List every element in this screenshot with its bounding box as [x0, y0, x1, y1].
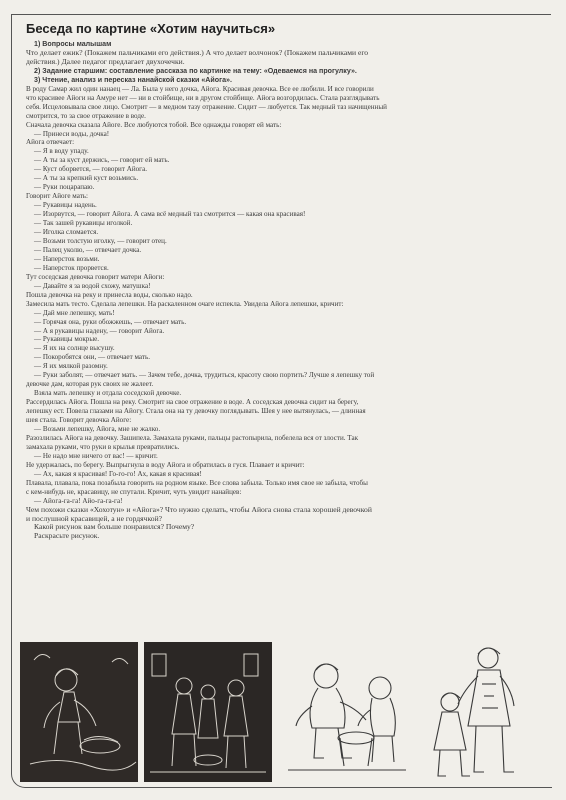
coloring-mother-and-child — [420, 640, 538, 784]
text-line: — Рукавицы надень. — [34, 201, 97, 210]
text-line: — Я их мялкой разомну. — [34, 362, 108, 371]
coloring-children-washing — [282, 646, 412, 778]
text-line: Плавала, плавала, пока позабыла говорить на родном языке. Все слова забыла. Только имя свое не забыла, чтобы — [26, 478, 368, 487]
text-line: действия.) Далее педагог предлагает двухочечки. — [26, 57, 185, 66]
text-line: 2) Задание старшим: составление рассказа по картинке на тему: «Одеваемся на прогулку». — [34, 66, 357, 75]
text-line: лепешку ест. Повела глазами на Айогу. Стала она на ту девочку поглядывать. Шея у нее вытянулась, — длинная — [26, 407, 366, 416]
text-line: Говорит Айоге мать: — [26, 192, 89, 201]
text-line: Рассердилась Айога. Пошла на реку. Смотрит на свое отражение в воде. А соседская девочка сидит на берегу, — [26, 398, 359, 407]
text-line: — Наперсток прорвется. — [34, 263, 109, 272]
text-line: — Ах, какая я красивая! Го-го-го! Ах, какая я красивая! — [34, 469, 202, 478]
text-line: — Давайте я за водой схожу, матушка! — [34, 281, 151, 290]
text-line: — Я их на солнце высушу. — [34, 344, 115, 353]
text-line: — Не надо мне ничего от вас! — кричит. — [34, 451, 158, 460]
illustration-ayoga-dark — [20, 642, 138, 782]
text-line: Что делает ежик? (Покажем пальчиками его действия.) А что делает волчонок? (Покажем пальчиками его — [26, 48, 369, 57]
illustration-family-dark — [144, 642, 272, 782]
text-line: — Айога-га-га! Айо-га-га-га! — [34, 496, 123, 505]
text-line: шея стала. Говорит девочка Айоге: — [26, 416, 132, 425]
text-line: Чем похожи сказки «Хохотун» и «Айога»? Что нужно сделать, чтобы Айога снова стала хорошей девочкой — [26, 505, 372, 514]
text-line: смотрится, то за свое отражение в воде. — [26, 111, 146, 120]
text-line: — Куст оборвется, — говорит Айога. — [34, 165, 147, 174]
text-line: — А ты за куст держись, — говорит ей мать. — [34, 156, 170, 165]
text-line: 3) Чтение, анализ и пересказ нанайской сказки «Айога». — [34, 75, 232, 84]
text-line: Сначала девочка сказала Айоге. Все любуются тобой. Все однажды говорят ей мать: — [26, 120, 282, 129]
text-line: — Руки заболят, — отвечает мать. — Зачем тебе, дочка, трудиться, красоту свою портить? Лучше я лепешку той — [34, 371, 375, 380]
text-line: Взяла мать лепешку и отдала соседской девочке. — [34, 389, 182, 398]
text-line: — Палец уколю, — отвечает дочка. — [34, 245, 142, 254]
text-line: Не удержалась, по берегу. Выпрыгнула в воду Айога и обратилась в гуся. Плавает и кричит: — [26, 460, 305, 469]
illustrations-row — [18, 640, 548, 788]
text-line: Тут соседская девочка говорит матери Айоги: — [26, 272, 165, 281]
text-line: — Дай мне лепешку, мать! — [34, 308, 115, 317]
text-line: — Я в воду упаду. — [34, 147, 89, 156]
text-line: — Покоробятся они, — отвечает мать. — [34, 353, 150, 362]
text-line: — Руки поцарапаю. — [34, 183, 95, 192]
text-line: Айога отвечает: — [26, 138, 75, 147]
text-line: Какой рисунок вам больше понравился? Почему? — [34, 523, 195, 532]
text-line: Замесила мать тесто. Сделала лепешки. На раскаленном очаге испекла. Увидела Айога лепешки, кричит: — [26, 299, 344, 308]
text-line: — А ты за крепкий куст возьмись. — [34, 174, 139, 183]
text-line: девочке дам, которая рук своих не жалеет. — [26, 380, 154, 389]
text-line: В роду Самар жил один нанаец — Ла. Была у него дочка, Айога. Красивая девочка. Все ее любили. И все говорили — [26, 84, 374, 93]
page-top-rule — [11, 14, 551, 15]
text-line: 1) Вопросы малышам — [34, 40, 112, 48]
text-line: — Возьми лепешку, Айога, мне не жалко. — [34, 424, 161, 433]
text-line: Пошла девочка на реку и принесла воды, сколько надо. — [26, 290, 193, 299]
body-text — [26, 40, 544, 541]
text-line: Разозлилась Айога на девочку. Зашипела. Замахала руками, пальцы растопырила, побелела вся от злости. Так — [26, 433, 359, 442]
text-line: — Принеси воды, дочка! — [34, 129, 110, 138]
text-line: замахала руками, что руки в крылья превратились. — [26, 442, 180, 451]
text-line: — Иголка сломается. — [34, 228, 99, 237]
text-line: — Наперсток возьми. — [34, 254, 100, 263]
text-line: — А я рукавицы надену, — говорит Айога. — [34, 326, 165, 335]
section-heading: Беседа по картине «Хотим научиться» — [26, 21, 276, 36]
text-line: — Рукавицы мокрые. — [34, 335, 100, 344]
text-line: — Так зашей рукавицы иголкой. — [34, 219, 133, 228]
text-line: — Изорвутся, — говорит Айога. А сама всё медный таз смотрится — какая она красивая! — [34, 210, 306, 219]
text-line: с кем-нибудь не, красавицу, не спутали. Кричит, чуть увидит нанайцев: — [26, 487, 242, 496]
text-line: — Возьми толстую иголку, — говорит отец. — [34, 236, 167, 245]
text-line: и послушной красавицей, а не гордячкой? — [26, 514, 163, 523]
text-line: — Горячая она, руки обожжешь, — отвечает мать. — [34, 317, 187, 326]
text-line: Раскрасьте рисунок. — [34, 532, 100, 541]
text-line: себя. Исцеловывала свое лицо. Смотрит — в медном тазу отражение. Сидит — любуется. Так медный таз начищенный — [26, 102, 387, 111]
text-line: что красивее Айоги на Амуре нет — ни в стойбище, ни в другом стойбище. Айога возгордилась. Стала разглядывать — [26, 93, 380, 102]
